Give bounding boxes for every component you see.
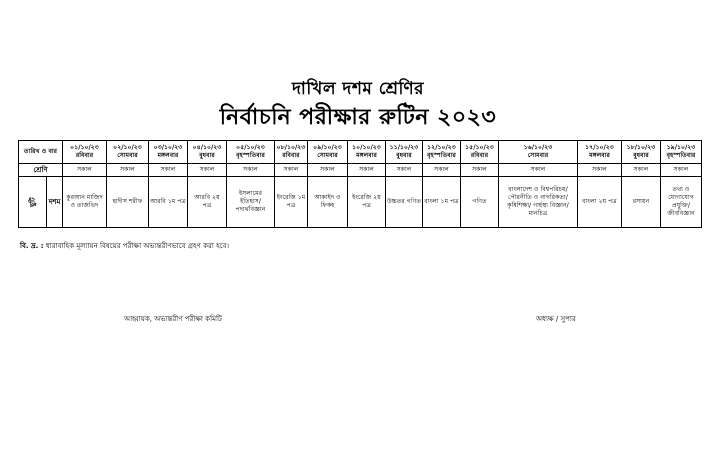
date-text: ১৯/১০/২৩: [666, 144, 696, 152]
subject-cell: ইংরেজি ২য় পত্র: [348, 177, 386, 228]
date-cell: [423, 141, 461, 164]
subject-cell: বাংলা ২য় পত্র: [578, 177, 622, 228]
date-cell: [275, 141, 308, 164]
date-cell: [578, 141, 622, 164]
group-label: ছুটি: [28, 197, 37, 207]
day-text: মঙ্গলবার: [157, 152, 179, 159]
shift-cell: সকাল: [386, 164, 423, 177]
subject-cell: হাদীস শরীফ: [107, 177, 149, 228]
signature-convener: আহ্বায়ক, অভ্যন্তরীণ পরীক্ষা কমিটি: [124, 315, 222, 323]
date-text: ১৮/১০/২৩: [626, 144, 656, 152]
footnote: [20, 240, 229, 252]
shift-cell: সকাল: [461, 164, 499, 177]
shift-cell: সকাল: [227, 164, 275, 177]
subject-cell: আকাইদ ও ফিকহ: [308, 177, 348, 228]
date-text: ১০/১০/২৩: [352, 144, 381, 152]
date-text: ০৪/১০/২৩: [192, 144, 222, 152]
subject-cell: বাংলা ১ম পত্র: [423, 177, 461, 228]
day-text: রবিবার: [75, 152, 94, 159]
date-text: ০১/১০/২৩: [70, 144, 99, 152]
date-text: ০৯/১০/২৩: [313, 144, 342, 152]
date-cell: [461, 141, 499, 164]
date-text: ০৫/১০/২৩: [236, 144, 265, 152]
signature-principal: অধ্যক্ষ / সুপার: [536, 315, 576, 323]
day-text: সোমবার: [317, 152, 338, 159]
date-cell: [227, 141, 275, 164]
subject-row: [19, 177, 702, 228]
shift-cell: সকাল: [578, 164, 622, 177]
day-text: মঙ্গলবার: [356, 152, 377, 159]
day-text: বৃহস্পতিবার: [427, 152, 456, 159]
day-text: রবিবার: [282, 152, 300, 159]
footnote-label: বি. দ্র. :: [20, 242, 44, 250]
shift-cell: সকাল: [275, 164, 308, 177]
date-cell: [661, 141, 702, 164]
header-row: [19, 141, 702, 164]
date-cell: [188, 141, 227, 164]
shift-cell: সকাল: [499, 164, 578, 177]
day-text: বুধবার: [199, 152, 215, 159]
subject-cell: ইংরেজি ১ম পত্র: [275, 177, 308, 228]
date-header: তারিখ ও বার: [19, 141, 63, 164]
subject-cell: ইসলামের ইতিহাস/ পদার্থবিজ্ঞান: [227, 177, 275, 228]
group-label-cell: [19, 177, 47, 228]
date-text: ০২/১০/২৩: [113, 144, 142, 152]
subject-cell: গণিত: [461, 177, 499, 228]
footnote-text: ধারাবাহিক মূল্যায়ন বিষয়ের পরীক্ষা অভ্যন্তরীণভাবে গ্রহণ করা হবে।: [45, 242, 230, 250]
shift-cell: সকাল: [149, 164, 188, 177]
date-text: ০৮/১০/২৩: [276, 144, 306, 152]
subject-cell: আরবি ১ম পত্র: [149, 177, 188, 228]
shift-cell: সকাল: [622, 164, 661, 177]
day-text: বুধবার: [633, 152, 649, 159]
title-line-2: নির্বাচনি পরীক্ষার রুটিন ২০২৩: [219, 105, 497, 130]
subject-cell: উচ্চতর গণিত: [386, 177, 423, 228]
day-text: মঙ্গলবার: [589, 152, 610, 159]
subject-cell: তথ্য ও যোগাযোগ প্রযুক্তি/ জীববিজ্ঞান: [661, 177, 702, 228]
date-text: ১৭/১০/২৩: [585, 144, 614, 152]
shift-cell: সকাল: [107, 164, 149, 177]
day-text: সোমবার: [527, 152, 549, 159]
shift-cell: সকাল: [308, 164, 348, 177]
shift-cell: সকাল: [188, 164, 227, 177]
shift-cell: সকাল: [423, 164, 461, 177]
date-text: ০৩/১০/২৩: [153, 144, 183, 152]
shift-row: [19, 164, 702, 177]
date-cell: [308, 141, 348, 164]
day-text: বৃহস্পতিবার: [666, 152, 696, 159]
date-text: ১৬/১০/২৩: [523, 144, 553, 152]
title-line-1: দাখিল দশম শ্রেণির: [291, 79, 425, 99]
date-cell: [499, 141, 578, 164]
day-text: রবিবার: [470, 152, 489, 159]
routine-table: [18, 140, 702, 228]
subject-cell: রসায়ন: [622, 177, 661, 228]
class-name: দশম: [47, 177, 63, 228]
subject-cell: কুরআন মাজিদ ও তাজভিদ: [63, 177, 107, 228]
day-text: বৃহস্পতিবার: [236, 152, 265, 159]
date-cell: [622, 141, 661, 164]
date-cell: [107, 141, 149, 164]
subject-cell: আরবি ২য় পত্র: [188, 177, 227, 228]
date-cell: [63, 141, 107, 164]
day-text: বুধবার: [396, 152, 412, 159]
date-cell: [149, 141, 188, 164]
class-header: শ্রেণি: [19, 164, 63, 177]
date-text: ১১/১০/২৩: [389, 144, 419, 152]
shift-cell: সকাল: [348, 164, 386, 177]
date-text: ১৫/১০/২৩: [465, 144, 494, 152]
day-text: সোমবার: [117, 152, 138, 159]
subject-cell: বাংলাদেশ ও বিশ্বপরিচয়/ পৌরনীতি ও নাগরিকতা/ কৃষিশিক্ষা/ গার্হস্থ্য বিজ্ঞান/ মানচিত্র: [499, 177, 578, 228]
shift-cell: সকাল: [63, 164, 107, 177]
shift-cell: সকাল: [661, 164, 702, 177]
date-text: ১২/১০/২৩: [427, 144, 456, 152]
date-cell: [386, 141, 423, 164]
date-cell: [348, 141, 386, 164]
